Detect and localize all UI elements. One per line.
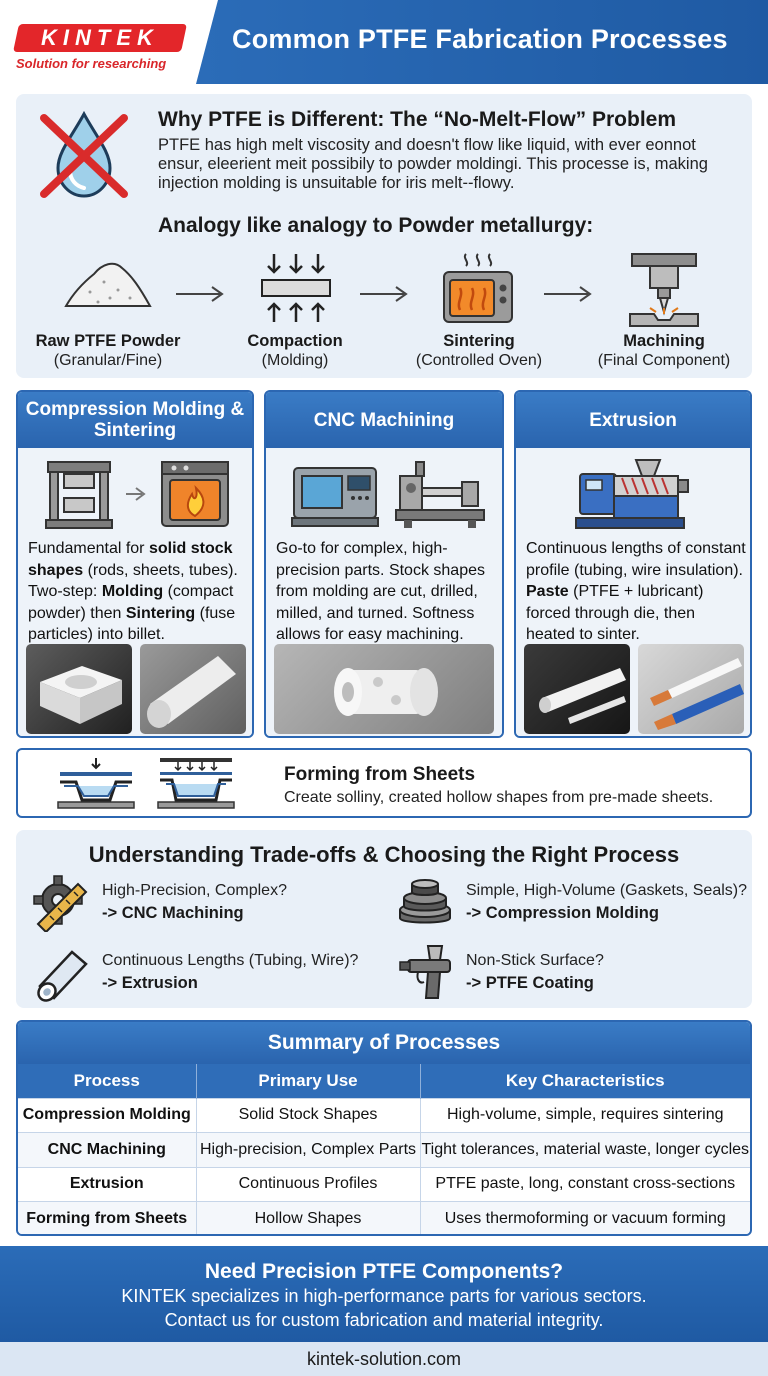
tradeoffs-title: Understanding Trade-offs & Choosing the Right Process: [88, 842, 680, 867]
column-header: Key Characteristics: [420, 1064, 750, 1098]
ptfe-tubing-photo: [524, 644, 630, 734]
forming-body: Create solliny, created hollow shapes from pre-made sheets.: [284, 789, 714, 806]
ptfe-rod-image: [140, 644, 246, 734]
summary-title: Summary of Processes: [18, 1022, 750, 1064]
table-row: [18, 1133, 750, 1168]
table-row: [18, 1098, 750, 1133]
summary-table-card: [16, 1020, 752, 1236]
step-name: Machining: [623, 332, 705, 350]
why-title: Why PTFE is Different: The “No-Melt-Flow” Problem: [158, 108, 677, 131]
cta-banner: [0, 1246, 768, 1342]
spray-gun-icon: [398, 944, 458, 1002]
tradeoff-question: Non-Stick Surface?: [466, 952, 604, 969]
column-header: Primary Use: [196, 1064, 420, 1098]
table-cell: CNC Machining: [18, 1133, 196, 1168]
cnc-machining-card: [264, 390, 504, 738]
analogy-title: Analogy like analogy to Powder metallurgy:: [158, 214, 594, 237]
ptfe-block-photo: [26, 644, 132, 734]
table-cell: Uses thermoforming or vacuum forming: [420, 1202, 750, 1237]
page-title: Common PTFE Fabrication Processes: [232, 24, 728, 54]
arrow-right-icon: [174, 284, 226, 304]
card-description: Go-to for complex, high-precision parts. Stock shapes from molding are cut, drilled, milled, and turned. Softness allows for easy machining.: [276, 540, 485, 643]
arrow-right-icon: [542, 284, 594, 304]
table-cell: Hollow Shapes: [196, 1202, 420, 1237]
card-body: [516, 448, 750, 736]
summary-table: [18, 1064, 750, 1236]
ptfe-block-image: [26, 644, 132, 734]
table-cell: Forming from Sheets: [18, 1202, 196, 1237]
step-name: Sintering: [443, 332, 515, 350]
step-name: Raw PTFE Powder: [35, 332, 181, 350]
step-sub: (Controlled Oven): [415, 352, 543, 369]
cnc-machine-icon: [290, 462, 380, 528]
tradeoff-answer: -> CNC Machining: [102, 904, 244, 922]
table-row: [18, 1167, 750, 1202]
step-name: Compaction: [247, 332, 343, 350]
forming-title: Forming from Sheets: [284, 764, 476, 785]
extrusion-card: [514, 390, 752, 738]
table-cell: Solid Stock Shapes: [196, 1098, 420, 1133]
table-cell: High-precision, Complex Parts: [196, 1133, 420, 1168]
sintering-oven-icon: [158, 458, 232, 530]
table-cell: Extrusion: [18, 1167, 196, 1202]
no-melt-droplet-icon: [34, 108, 134, 204]
cta-title: Need Precision PTFE Components?: [204, 1260, 564, 1283]
cta-line: Contact us for custom fabrication and material integrity.: [164, 1310, 604, 1330]
extruder-icon: [574, 458, 690, 532]
milling-machine-icon: [624, 250, 704, 328]
tube-icon: [32, 944, 90, 1002]
table-cell: PTFE paste, long, constant cross-sections: [420, 1167, 750, 1202]
column-header: Process: [18, 1064, 196, 1098]
logo-tagline: Solution for researching: [16, 56, 167, 71]
lathe-icon: [394, 458, 486, 530]
tradeoff-question: High-Precision, Complex?: [102, 882, 287, 899]
compression-molding-card: [16, 390, 254, 738]
forming-from-sheets-row: [16, 748, 752, 818]
card-title: CNC Machining: [266, 392, 502, 448]
logo-text: KINTEK: [41, 25, 159, 50]
machined-part-image: [274, 644, 494, 734]
machined-part-photo: [274, 644, 494, 734]
header: [0, 0, 768, 84]
sheet-forming-icon: [56, 756, 136, 812]
insulated-wire-image: [638, 644, 744, 734]
insulated-wire-photo: [638, 644, 744, 734]
table-cell: High-volume, simple, requires sintering: [420, 1098, 750, 1133]
table-cell: Compression Molding: [18, 1098, 196, 1133]
compaction-press-icon: [256, 250, 336, 326]
card-body: [18, 448, 252, 736]
tradeoff-question: Simple, High-Volume (Gaskets, Seals)?: [466, 882, 747, 899]
stacked-discs-icon: [394, 876, 456, 930]
arrow-right-icon: [358, 284, 410, 304]
card-title: Extrusion: [516, 392, 750, 448]
vacuum-forming-icon: [156, 756, 236, 812]
kintek-logo[interactable]: [13, 24, 187, 52]
why-body: PTFE has high melt viscosity and doesn't flow like liquid, with ever eonnot ensur, eleerient meit possibily to powder moldingi. This processe is, making injection molding is unsuitable for iris melt--flowy.: [158, 136, 708, 192]
step-sub: (Granular/Fine): [53, 352, 163, 369]
powder-pile-icon: [60, 252, 156, 312]
gear-ruler-icon: [32, 874, 90, 932]
card-description: Fundamental for solid stock shapes (rods, sheets, tubes). Two-step: Molding (compact powder) then Sintering (fuse particles) into billet.: [28, 540, 238, 643]
card-title: Compression Molding & Sintering: [18, 392, 252, 448]
tradeoff-answer: -> PTFE Coating: [466, 974, 594, 992]
table-row: [18, 1202, 750, 1237]
tradeoff-question: Continuous Lengths (Tubing, Wire)?: [102, 952, 359, 969]
ptfe-tubing-image: [524, 644, 630, 734]
tradeoff-answer: -> Compression Molding: [466, 904, 659, 922]
ptfe-rod-photo: [140, 644, 246, 734]
cta-line: KINTEK specializes in high-performance parts for various sectors.: [121, 1286, 647, 1306]
press-icon: [44, 458, 114, 530]
card-body: [266, 448, 502, 736]
oven-icon: [440, 250, 516, 324]
table-cell: Tight tolerances, material waste, longer cycles: [420, 1133, 750, 1168]
step-sub: (Final Component): [597, 352, 731, 369]
card-description: Continuous lengths of constant profile (tubing, wire insulation). Paste (PTFE + lubricant) forced through die, then heated to sinter.: [526, 540, 746, 643]
arrow-right-icon: [124, 484, 148, 504]
table-cell: Continuous Profiles: [196, 1167, 420, 1202]
table-header-row: [18, 1064, 750, 1098]
step-sub: (Molding): [261, 352, 329, 369]
website-link[interactable]: kintek-solution.com: [0, 1342, 768, 1376]
tradeoff-answer: -> Extrusion: [102, 974, 198, 992]
